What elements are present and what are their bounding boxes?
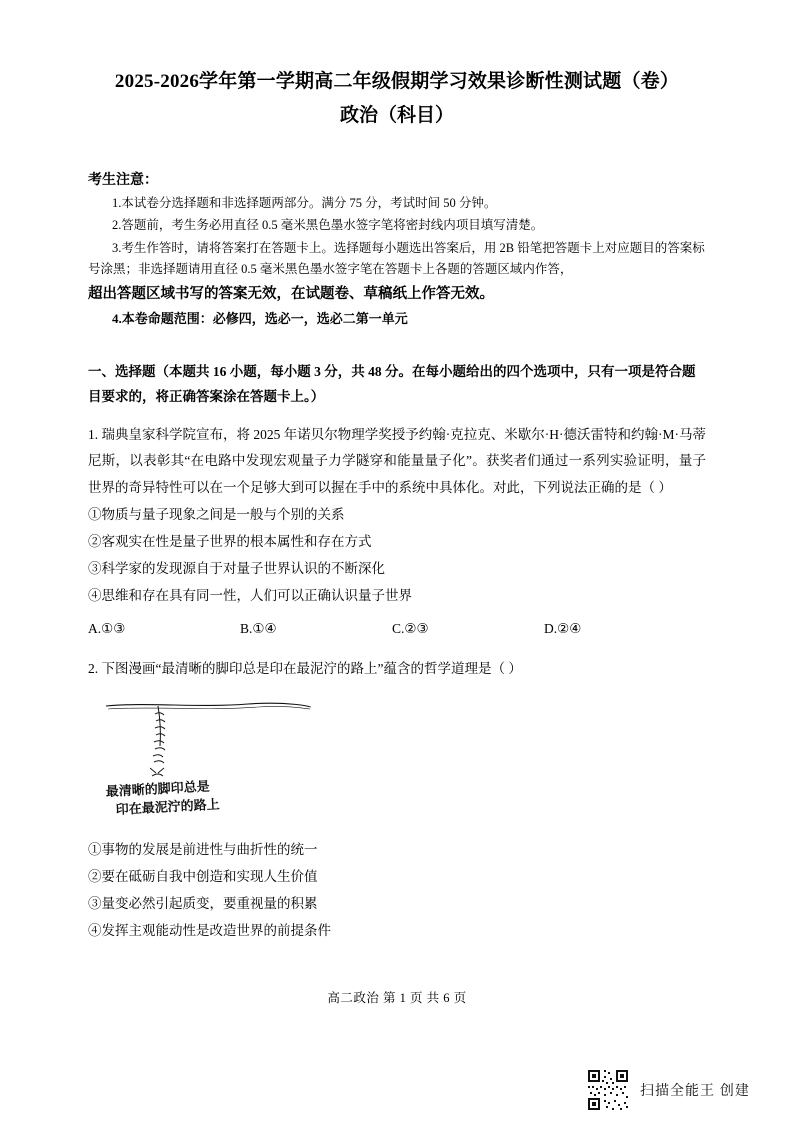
question-1-choice-a[interactable]: A.①③ xyxy=(88,621,126,637)
notice-item: 1.本试卷分选择题和非选择题两部分。满分 75 分，考试时间 50 分钟。 xyxy=(112,195,497,210)
question-1-option-2: ②客观实在性是量子世界的根本属性和存在方式 xyxy=(88,534,372,550)
question-1-text: 瑞典皇家科学院宣布，将 2025 年诺贝尔物理学奖授予约翰·克拉克、米歇尔·H·德沃雷特和约翰·M·马蒂尼斯，以表彰其“在电路中发现宏观量子力学隧穿和能量量子化”。获奖者们通过一系列实验证明，量子世界的奇异特性可以在一个足够大到可以握在手中的系统中具体化。对此，下列说法正确的是（ ） xyxy=(88,427,707,495)
question-1-choice-d[interactable]: D.②④ xyxy=(544,621,582,637)
page-subtitle: 政治（科目） xyxy=(339,104,454,126)
scan-watermark-label: 扫描全能王 创建 xyxy=(640,1082,750,1098)
question-1-choice-c[interactable]: C.②③ xyxy=(392,621,429,637)
question-2-option-1: ①事物的发展是前进性与曲折性的统一 xyxy=(88,842,318,858)
question-2 xyxy=(88,656,706,944)
question-1 xyxy=(88,422,706,642)
cartoon-drawing xyxy=(98,688,398,828)
question-2-options xyxy=(88,836,706,944)
svg-text:最清晰的脚印总是: 最清晰的脚印总是 xyxy=(105,778,211,800)
question-1-option-3: ③科学家的发现源自于对量子世界认识的不断深化 xyxy=(88,561,385,577)
question-1-choice-b[interactable]: B.①④ xyxy=(240,621,277,637)
cartoon-illustration xyxy=(98,688,706,828)
notice-item-scope: 4.本卷命题范围：必修四，选必一，选必二第一单元 xyxy=(112,310,408,326)
qr-code-icon xyxy=(586,1068,630,1112)
notice-list xyxy=(88,193,706,330)
question-2-option-4: ④发挥主观能动性是改造世界的前提条件 xyxy=(88,923,331,939)
question-2-option-2: ②要在砥砺自我中创造和实现人生价值 xyxy=(88,869,318,885)
question-1-option-1: ①物质与量子现象之间是一般与个别的关系 xyxy=(88,507,345,523)
notice-item: 3.考生作答时，请将答案打在答题卡上。选择题每小题选出答案后，用 2B 铅笔把答题卡上对应题目的答案标号涂黑；非选择题请用直径 0.5 毫米黑色墨水签字笔在答题卡上各题的答题区域内作答， xyxy=(88,240,705,277)
question-2-number: 2. xyxy=(88,661,99,677)
question-2-text: 下图漫画“最清晰的脚印总是印在最泥泞的路上”蕴含的哲学道理是（ ） xyxy=(101,661,522,677)
notice-item-emphasis: 超出答题区域书写的答案无效，在试题卷、草稿纸上作答无效。 xyxy=(88,285,494,302)
notice-item: 2.答题前，考生务必用直径 0.5 毫米黑色墨水签字笔将密封线内项目填写清楚。 xyxy=(112,218,544,233)
scan-watermark xyxy=(586,1068,750,1112)
question-2-stem xyxy=(88,656,706,682)
notice-heading: 考生注意： xyxy=(88,172,158,188)
title-block xyxy=(88,0,706,131)
section-heading-choice: 一、选择题（本题共 16 小题，每小题 3 分，共 48 分。在每小题给出的四个选项中，只有一项是符合题目要求的，将正确答案涂在答题卡上。） xyxy=(88,364,696,405)
svg-text:印在最泥泞的路上: 印在最泥泞的路上 xyxy=(115,796,221,818)
question-1-option-4: ④思维和存在具有同一性，人们可以正确认识量子世界 xyxy=(88,588,412,604)
page-title: 2025-2026学年第一学期高二年级假期学习效果诊断性测试题（卷） xyxy=(114,71,680,92)
page-footer: 高二政治 第 1 页 共 6 页 xyxy=(327,991,467,1005)
question-1-choices xyxy=(88,615,706,642)
question-1-number: 1. xyxy=(88,427,99,443)
question-1-stem xyxy=(88,422,706,501)
question-2-option-3: ③量变必然引起质变，要重视量的积累 xyxy=(88,896,318,912)
